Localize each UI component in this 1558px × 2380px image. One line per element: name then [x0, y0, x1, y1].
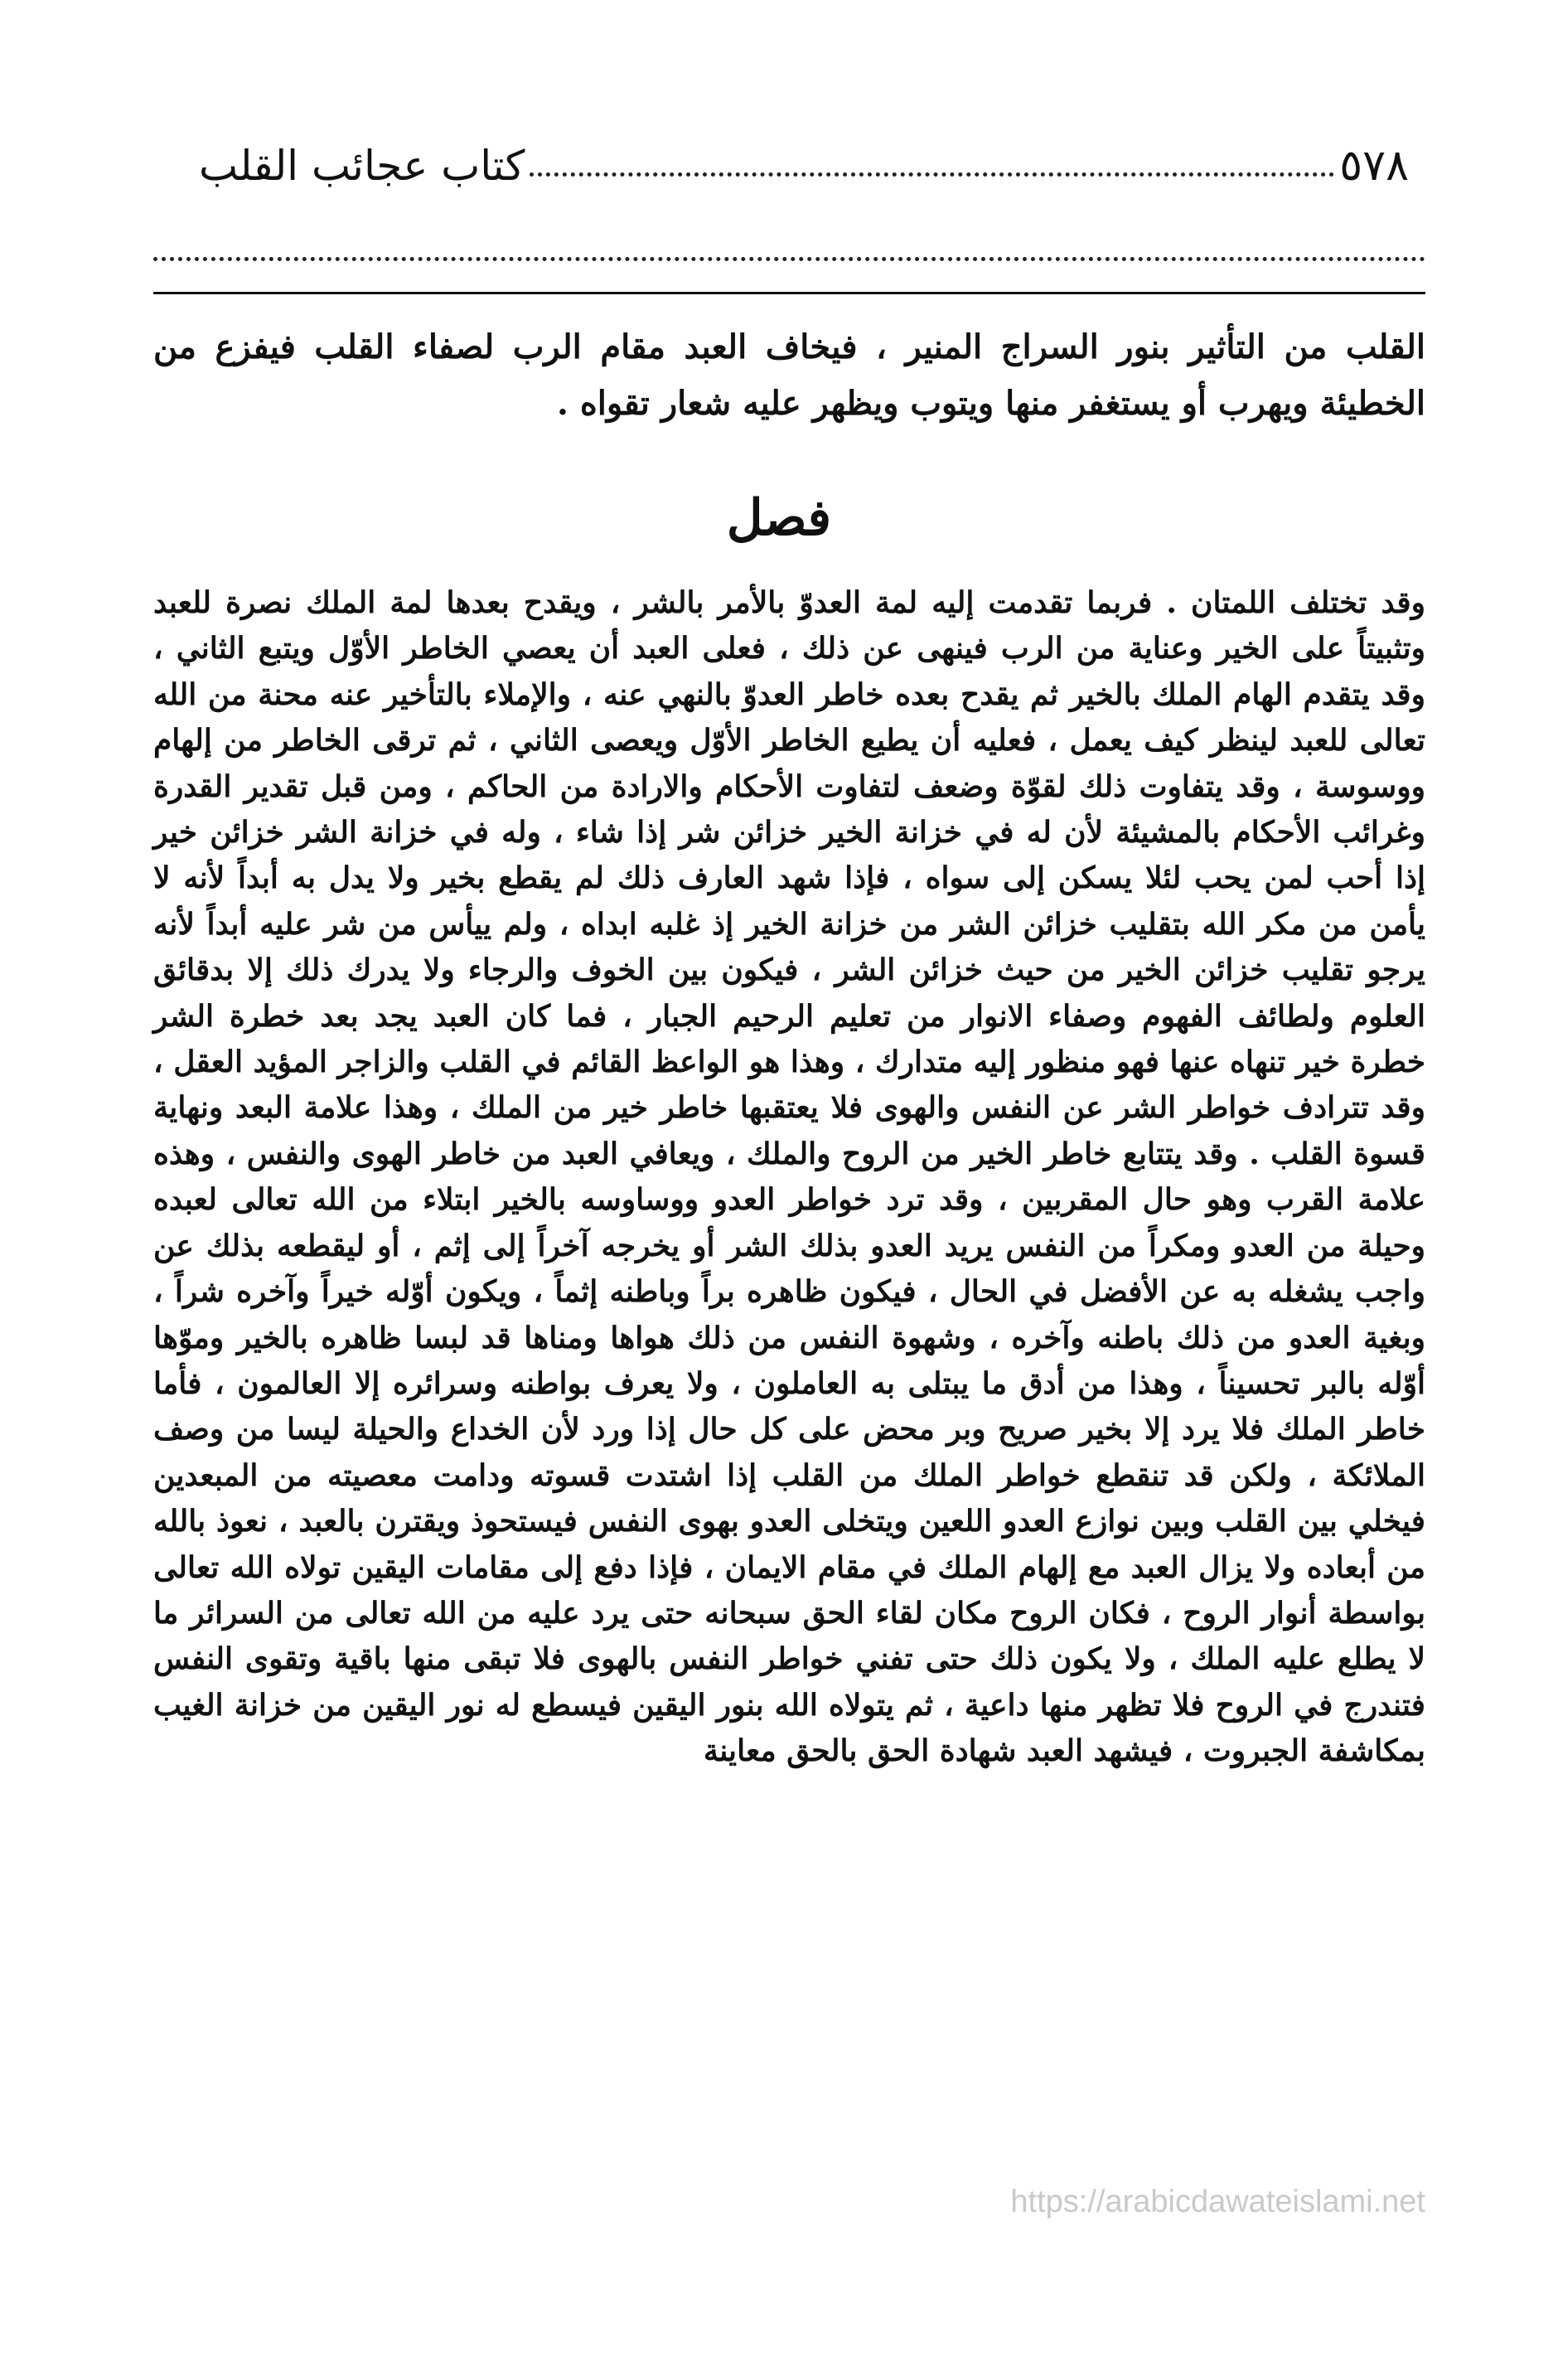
book-title: كتاب عجائب القلب [199, 142, 525, 190]
page-number: ٥٧٨ [1339, 141, 1409, 191]
running-header [182, 133, 1425, 199]
header-rule [153, 292, 1425, 294]
section-body: وقد تختلف اللمتان . فربما تقدمت إليه لمة العدوّ بالأمر بالشر ، ويقدح بعدها لمة الملك نصرة للعبد وتثبيتاً على الخير وعناية من الرب فينهى عن ذلك ، فعلى العبد أن يعصي الخاطر الأوّل ويتبع الثاني ، وقد يتقدم الهام الملك بالخير ثم يقدح بعده خاطر العدوّ بالنهي عنه ، والإملاء بالتأخير عنه محنة من الله تعالى للعبد لينظر كيف يعمل ، فعليه أن يطيع الخاطر الأوّل ويعصى الثاني ، ثم ترقى الخاطر من إلهام ووسوسة ، وقد يتفاوت ذلك لقوّة وضعف لتفاوت الأحكام والارادة من الحاكم ، ومن قبل تقدير القدرة وغرائب الأحكام بالمشيئة لأن له في خزانة الخير خزائن شر إذا شاء ، وله في خزانة الشر خزائن خير إذا أحب لمن يحب لئلا يسكن إلى سواه ، فإذا شهد العارف ذلك لم يقطع بخير ولا يدل به أبداً لأنه لا يأمن من مكر الله بتقليب خزائن الشر من خزانة الخير إذ غلبه ابداه ، ولم ييأس من شر عليه أبداً لأنه يرجو تقليب خزائن الخير من حيث خزائن الشر ، فيكون بين الخوف والرجاء ولا يدرك ذلك إلا بدقائق العلوم ولطائف الفهوم وصفاء الانوار من تعليم الرحيم الجبار ، فما كان العبد يجد بعد خطرة الشر خطرة خير تنهاه عنها فهو منظور إليه متدارك ، وهذا هو الواعظ القائم في القلب والزاجر المؤيد العقل ، وقد تترادف خواطر الشر عن النفس والهوى فلا يعتقبها خاطر خير من الملك ، وهذا علامة البعد ونهاية قسوة القلب . وقد يتتابع خاطر الخير من الروح والملك ، ويعافي العبد من خاطر الهوى والنفس ، وهذه علامة القرب وهو حال المقربين ، وقد ترد خواطر العدو ووساوسه بالخير ابتلاء من الله تعالى لعبده وحيلة من العدو ومكراً من النفس يريد العدو بذلك الشر أو يخرجه آخراً إلى إثم ، أو ليقطعه بذلك عن واجب يشغله به عن الأفضل في الحال ، فيكون ظاهره براً وباطنه إثماً ، ويكون أوّله خيراً وآخره شراً ، وبغية العدو من ذلك باطنه وآخره ، وشهوة النفس من ذلك هواها ومناها قد لبسا ظاهره بالخير وموّها أوّله بالبر تحسيناً ، وهذا من أدق ما يبتلى به العاملون ، ولا يعرف بواطنه وسرائره إلا العالمون ، فأما خاطر الملك فلا يرد إلا بخير صريح وبر محض على كل حال إذا ورد لأن الخداع والحيلة ليسا من وصف الملائكة ، ولكن قد تنقطع خواطر الملك من القلب إذا اشتدت قسوته ودامت معصيته من المبعدين فيخلي بين القلب وبين نوازع العدو اللعين ويتخلى العدو بهوى النفس فيستحوذ ويقترن بالعبد ، نعوذ بالله من أبعاده ولا يزال العبد مع إلهام الملك في مقام الايمان ، فإذا دفع إلى مقامات اليقين تولاه الله تعالى بواسطة أنوار الروح ، فكان الروح مكان لقاء الحق سبحانه حتى يرد عليه من الله تعالى من السرائر ما لا يطلع عليه الملك ، ولا يكون ذلك حتى تفني خواطر النفس بالهوى فلا تبقى منها باقية وتقوى النفس فتندرج في الروح فلا تظهر منها داعية ، ثم يتولاه الله بنور اليقين فيسطع له نور اليقين من خزانة الغيب بمكاشفة الجبروت ، فيشهد العبد شهادة الحق بالحق معاينة [153, 585, 1426, 1769]
section-heading: فصل [726, 489, 832, 547]
dotted-separator [153, 257, 1425, 261]
intro-paragraph: القلب من التأثير بنور السراج المنير ، فيخاف العبد مقام الرب لصفاء القلب فيفزع من الخطيئة ويهرب أو يستغفر منها ويتوب ويظهر عليه شعار تقواه . [153, 327, 1425, 423]
header-dotted-leader [530, 172, 1334, 177]
watermark-url: https://arabicdawateislami.net [1010, 2184, 1425, 2219]
